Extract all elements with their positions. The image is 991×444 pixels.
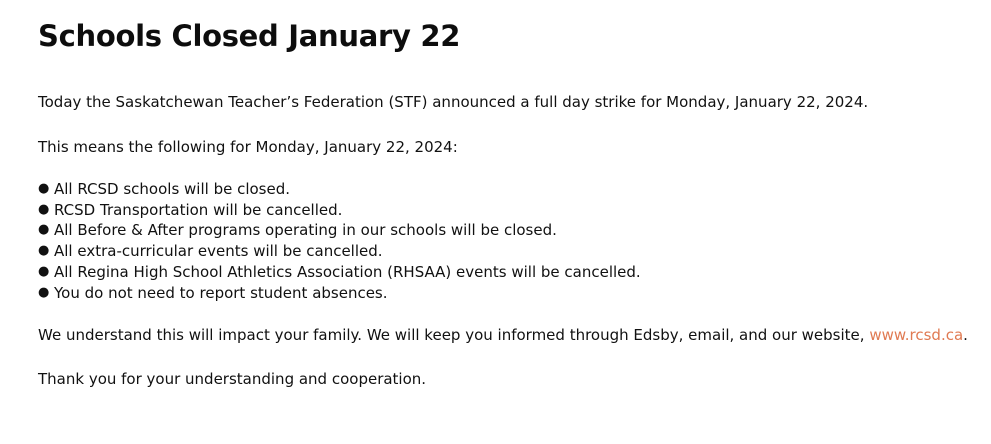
bullet-icon: ● — [38, 222, 50, 238]
impact-paragraph: We understand this will impact your family. We will keep you informed through Edsby, email, and our website, www.rcsd.ca. — [38, 326, 968, 345]
page-title: Schools Closed January 22 — [38, 19, 461, 53]
bullet-icon: ● — [38, 263, 50, 279]
bullet-icon: ● — [38, 201, 50, 217]
list-item: ● RCSD Transportation will be cancelled. — [38, 200, 343, 219]
list-item: ● All RCSD schools will be closed. — [38, 180, 291, 198]
bullet-icon: ● — [38, 181, 50, 196]
bullet-icon: ● — [38, 284, 50, 300]
website-link[interactable]: www.rcsd.ca — [869, 326, 964, 345]
announcement-paragraph: Today the Saskatchewan Teacher’s Federation (STF) announced a full day strike for Monday, January 22, 2024. — [38, 93, 869, 111]
means-intro-paragraph: This means the following for Monday, January 22, 2024: — [38, 138, 458, 156]
thanks-paragraph: Thank you for your understanding and cooperation. — [38, 370, 427, 389]
bullet-icon: ● — [38, 243, 50, 259]
list-item: ● All extra-curricular events will be cancelled. — [38, 242, 383, 261]
closure-list — [38, 179, 953, 303]
list-item: ● All Regina High School Athletics Association (RHSAA) events will be cancelled. — [38, 262, 641, 281]
list-item: ● All Before & After programs operating in our schools will be closed. — [38, 221, 557, 240]
list-item: ● You do not need to report student absences. — [38, 283, 388, 302]
